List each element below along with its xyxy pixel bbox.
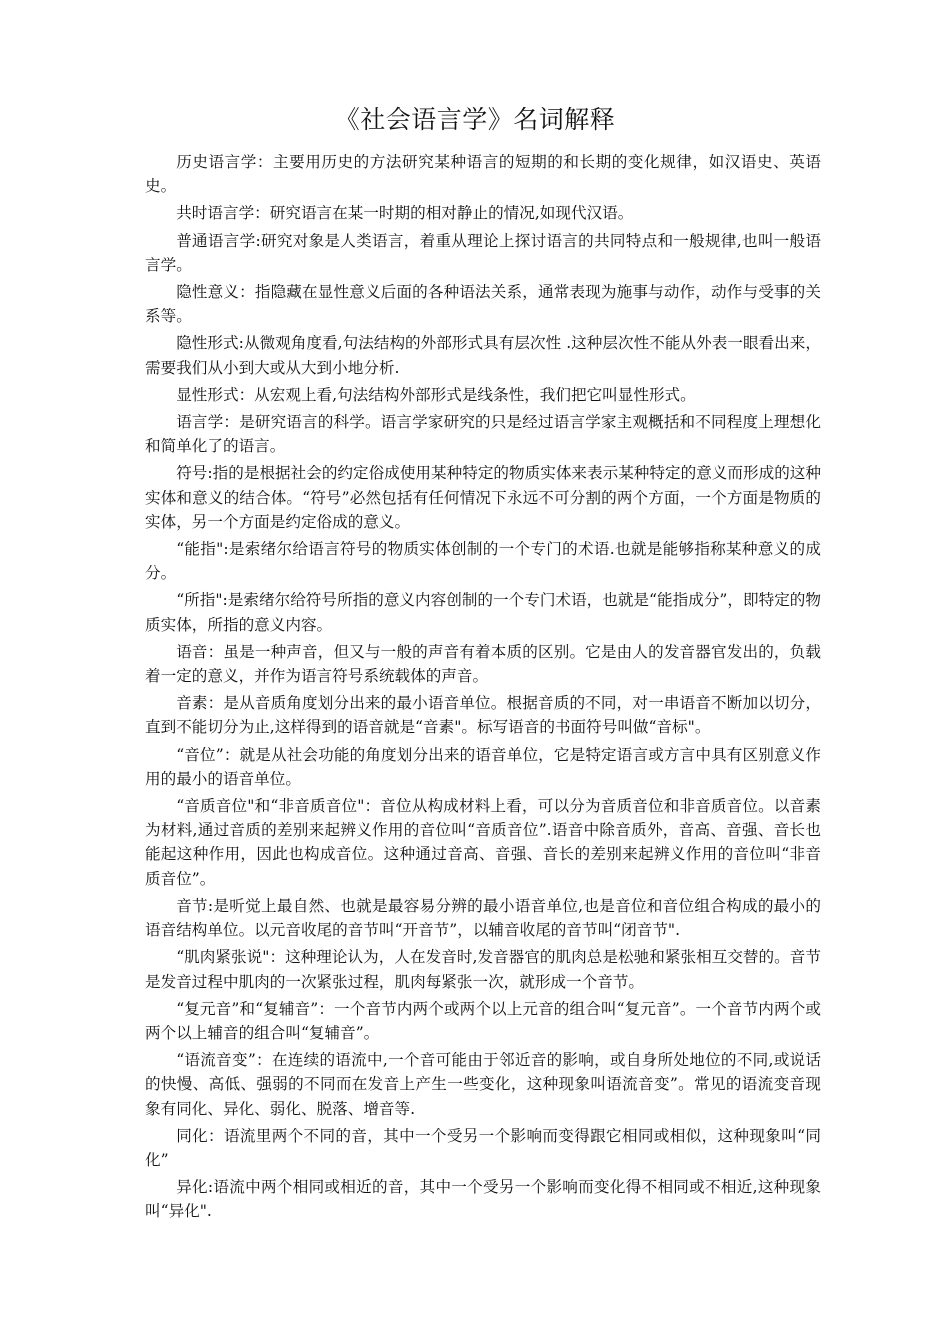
paragraph-dissimilation: 异化:语流中两个相同或相近的音，其中一个受另一个影响而变化得不相同或不相近,这种现象叫“异化". (145, 1178, 821, 1221)
paragraph-compound-vowel: “复元音”和“复辅音”：一个音节内两个或两个以上元音的组合叫“复元音”。一个音节内两个或两个以上辅音的组合叫“复辅音”。 (145, 999, 821, 1042)
paragraph-syllable: 音节:是听觉上最自然、也就是最容易分辨的最小语音单位,也是音位和音位组合构成的最小的语音结构单位。以元音收尾的音节叫“开音节”，以辅音收尾的音节叫“闭音节". (145, 896, 821, 940)
paragraph-explicit-form: 显性形式：从宏观上看,句法结构外部形式是线条性，我们把它叫显性形式。 (176, 385, 696, 404)
paragraph-signified: “所指":是索绪尔给符号所指的意义内容创制的一个专门术语，也就是“能指成分”，即特定的物质实体，所指的意义内容。 (145, 591, 821, 634)
paragraph-general-linguistics: 普通语言学:研究对象是人类语言，着重从理论上探讨语言的共同特点和一般规律,也叫一般语言学。 (145, 231, 821, 274)
paragraph-historical-linguistics: 历史语言学：主要用历史的方法研究某种语言的短期的和长期的变化规律，如汉语史、英语史。 (145, 153, 821, 196)
paragraph-sound-change: “语流音变”：在连续的语流中,一个音可能由于邻近音的影响，或自身所处地位的不同,或说话的快慢、高低、强弱的不同而在发音上产生一些变化，这种现象叫语流音变”。常见的语流变音现象有同化、异化、弱化、脱落、增音等. (145, 1051, 821, 1118)
paragraph-sign: 符号:指的是根据社会的约定俗成使用某种特定的物质实体来表示某种特定的意义而形成的这种实体和意义的结合体。“符号”必然包括有任何情况下永远不可分割的两个方面，一个方面是物质的实体，另一个方面是约定俗成的意义。 (145, 464, 821, 531)
document-title: 《社会语言学》名词解释 (334, 105, 616, 134)
paragraph-assimilation: 同化：语流里两个不同的音，其中一个受另一个影响而变得跟它相同或相似，这种现象叫“同化” (145, 1126, 821, 1169)
paragraph-phone: 音素：是从音质角度划分出来的最小语音单位。根据音质的不同，对一串语音不断加以切分，直到不能切分为止,这样得到的语音就是“音素"。标写语音的书面符号叫做“音标"。 (145, 694, 821, 737)
paragraph-synchronic-linguistics: 共时语言学：研究语言在某一时期的相对静止的情况,如现代汉语。 (176, 204, 634, 223)
paragraph-segmental-phoneme: “音质音位"和“非音质音位"：音位从构成材料上看，可以分为音质音位和非音质音位。以音素为材料,通过音质的差别来起辨义作用的音位叫“音质音位”.语音中除音质外，音高、音强、音长也能起这种作用，因此也构成音位。这种通过音高、音强、音长的差别来起辨义作用的音位叫“非音质音位”。 (145, 797, 821, 888)
paragraph-implicit-meaning: 隐性意义：指隐藏在显性意义后面的各种语法关系，通常表现为施事与动作，动作与受事的关系等。 (145, 283, 821, 326)
paragraph-phoneme: “音位”：就是从社会功能的角度划分出来的语音单位，它是特定语言或方言中具有区别意义作用的最小的语音单位。 (145, 745, 821, 788)
paragraph-speech-sound: 语音：虽是一种声音，但又与一般的声音有着本质的区别。它是由人的发音器官发出的，负载着一定的意义，并作为语言符号系统载体的声音。 (145, 642, 821, 686)
paragraph-linguistics: 语言学：是研究语言的科学。语言学家研究的只是经过语言学家主观概括和不同程度上理想化和简单化了的语言。 (145, 413, 821, 456)
paragraph-implicit-form: 隐性形式:从微观角度看,句法结构的外部形式具有层次性 .这种层次性不能从外表一眼看出来，需要我们从小到大或从大到小地分析. (145, 334, 821, 377)
paragraph-muscle-tension-theory: “肌肉紧张说"：这种理论认为，人在发音时,发音器官的肌肉总是松驰和紧张相互交替的。音节是发音过程中肌肉的一次紧张过程，肌肉每紧张一次，就形成一个音节。 (145, 948, 821, 991)
document-body (145, 150, 821, 1227)
paragraph-signifier: “能指":是索绪尔给语言符号的物质实体创制的一个专门的术语.也就是能够指称某种意义的成分。 (145, 540, 821, 583)
